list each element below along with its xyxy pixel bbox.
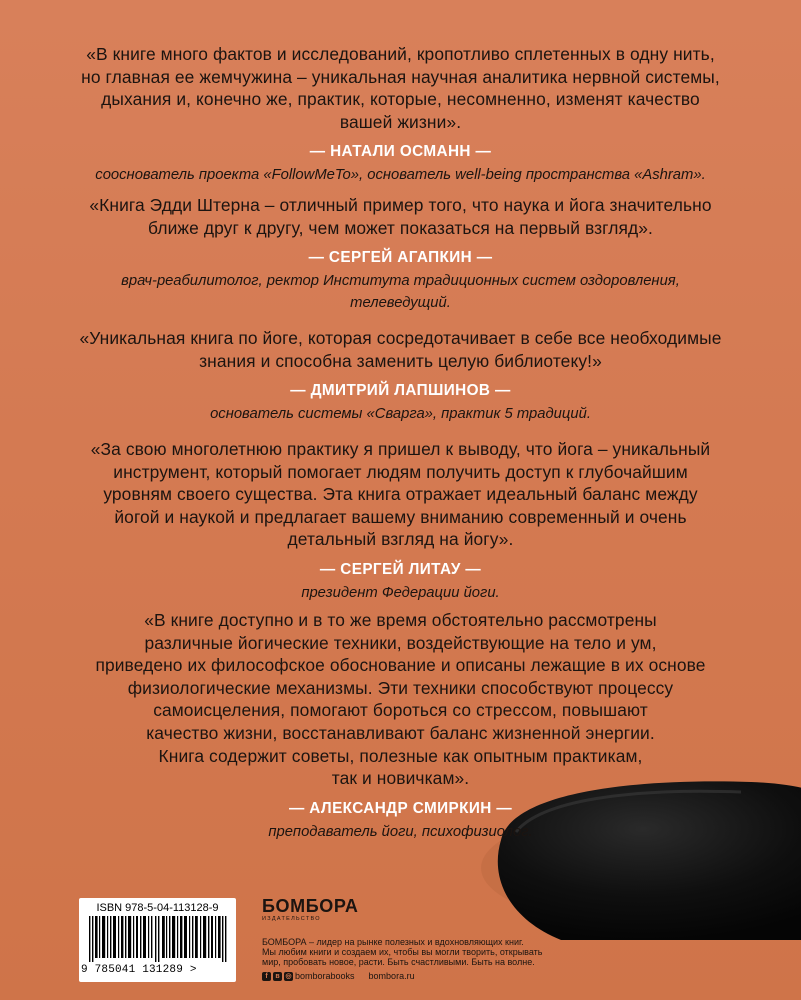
quote-block-4 (0, 438, 801, 604)
publisher-name: БОМБОРА (262, 896, 359, 916)
publisher-site: bombora.ru (368, 971, 415, 981)
barcode-digits: 9 785041 131289 > (81, 964, 197, 976)
author-role: преподаватель йоги, психофизиолог. (268, 823, 533, 840)
author-role: врач-реабилитолог, ректор Института традиционных систем оздоровления, телеведущий. (121, 273, 680, 311)
quote-block-1 (0, 43, 801, 187)
quote-block-2 (0, 194, 801, 314)
author-role: президент Федерации йоги. (301, 584, 500, 601)
publisher-logo (262, 897, 359, 922)
quote-text: «За свою многолетнюю практику я пришел к выводу, что йога – уникальный инструмент, который помогает людям получить доступ к глубочайшим уровням своего существа. Эта книга отражает идеальный баланс между йогой и наукой и предлагает вашему вниманию современный и очень детальный взгляд на йогу». (90, 439, 711, 550)
quote-text: «Книга Эдди Штерна – отличный пример того, что наука и йога значительно ближе друг к другу, чем может показаться на первый взгляд». (89, 195, 712, 238)
facebook-icon: f (262, 972, 271, 981)
author-role: сооснователь проекта «FollowMeTo», основатель well-being пространства «Ashram». (95, 167, 706, 184)
quote-block-3 (0, 327, 801, 426)
vk-icon: в (273, 972, 282, 981)
quote-author: — ДМИТРИЙ ЛАПШИНОВ — (290, 382, 511, 400)
quote-author: — СЕРГЕЙ АГАПКИН — (308, 249, 493, 267)
quote-text: «В книге много фактов и исследований, кропотливо сплетенных в одну нить, но главная ее жемчужина – уникальная научная аналитика нервной системы, дыхания и, конечно же, практик, которые, несомненно, изменят качество вашей жизни». (81, 44, 720, 132)
quote-block-5 (0, 609, 801, 843)
isbn-number: ISBN 978-5-04-113128-9 (96, 902, 219, 914)
quote-text: «В книге доступно и в то же время обстоятельно рассмотрены различные йогические техники, воздействующие на тело и ум, приведено их философское обоснование и описаны лежащие в их основе физиологические механизмы. Эти техники способствуют процессу самоисцеления, помогают бороться со стрессом, повышают качество жизни, восстанавливают баланс жизненной энергии. Книга содержит советы, полезные как опытным практикам, так и новичкам». (95, 610, 706, 789)
quote-author: — АЛЕКСАНДР СМИРКИН — (288, 799, 513, 817)
quote-author: — НАТАЛИ ОСМАНН — (309, 143, 492, 161)
publisher-subtitle: ИЗДАТЕЛЬСТВО (262, 916, 321, 922)
publisher-social (262, 971, 415, 982)
instagram-icon: ◎ (285, 973, 292, 980)
author-role: основатель системы «Сварга», практик 5 традиций. (210, 406, 591, 423)
publisher-description: БОМБОРА – лидер на рынке полезных и вдохновляющих книг. Мы любим книги и создаем их, чтобы вы могли творить, открывать мир, пробовать новое, расти. Быть счастливыми. Быть на волне. (262, 937, 543, 968)
quote-text: «Уникальная книга по йоге, которая сосредотачивает в себе все необходимые знания и способна заменить целую библиотеку!» (79, 328, 722, 371)
quote-author: — СЕРГЕЙ ЛИТАУ — (319, 560, 482, 578)
isbn-barcode (79, 898, 236, 982)
social-handle: bomborabooks (295, 971, 355, 981)
barcode-bars (87, 916, 228, 962)
